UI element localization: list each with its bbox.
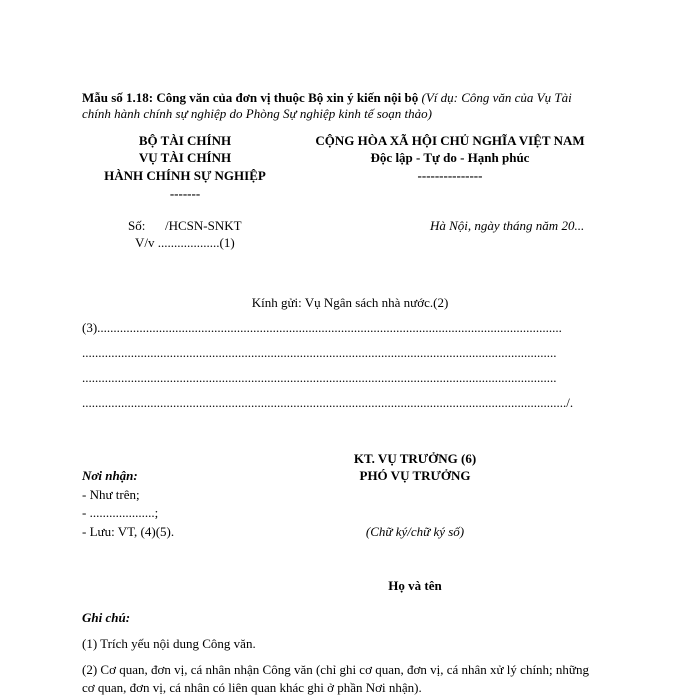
form-title-bold: Mẫu số 1.18: Công văn của đơn vị thuộc Bộ xin ý kiến nội bộ [82,90,419,105]
signature-note: (Chữ ký/chữ ký số) [365,524,465,539]
form-title-italic-cont: chính hành chính sự nghiệp do Phòng Sự nghiệp kinh tế soạn thảo) [82,106,432,121]
recipients-heading: Nơi nhận: [82,468,138,483]
recipient-item: - Lưu: VT, (4)(5). [82,524,175,539]
signer-name: Họ và tên [388,578,442,593]
doc-number-code: /HCSN-SNKT [165,218,242,233]
department-name-cont: HÀNH CHÍNH SỰ NGHIỆP [104,168,266,183]
doc-number-label: Số: [128,218,146,233]
note-item-1: (1) Trích yếu nội dung Công văn. [82,636,256,651]
body-line-2: .................................................................................................................................................. [82,345,557,360]
addressee: Kính gửi: Vụ Ngân sách nhà nước.(2) [251,295,449,310]
national-title: CỘNG HÒA XÃ HỘI CHỦ NGHĨA VIỆT NAM [315,133,585,148]
place-date: Hà Nội, ngày tháng năm 20... [430,218,585,233]
ministry-name: BỘ TÀI CHÍNH [138,133,232,148]
signature-title: KT. VỤ TRƯỞNG (6) [353,451,477,466]
form-title-italic: (Ví dụ: Công văn của Vụ Tài [421,90,572,105]
note-item-2: (2) Cơ quan, đơn vị, cá nhân nhận Công văn (chỉ ghi cơ quan, đơn vị, cá nhân xử lý chính; những [82,662,589,677]
body-line-3: .................................................................................................................................................. [82,370,557,385]
notes-heading: Ghi chú: [82,610,131,625]
form-title [82,90,642,106]
signature-position: PHÓ VỤ TRƯỞNG [359,468,471,483]
right-header-rule: --------------- [417,168,483,183]
national-motto: Độc lập - Tự do - Hạnh phúc [370,150,530,165]
left-header-rule: ------- [169,186,201,201]
department-name: VỤ TÀI CHÍNH [138,150,232,165]
body-line-4: ...................................................................................................................................................../. [82,395,574,410]
body-line-1: (3)............................................................................................................................................... [82,320,562,335]
recipient-item: - Như trên; [82,487,140,502]
doc-subject: V/v ...................(1) [135,235,235,250]
recipient-item: - ....................; [82,505,159,520]
note-item-2-cont: cơ quan, đơn vị, cá nhân có liên quan khác ghi ở phần Nơi nhận). [82,680,422,695]
